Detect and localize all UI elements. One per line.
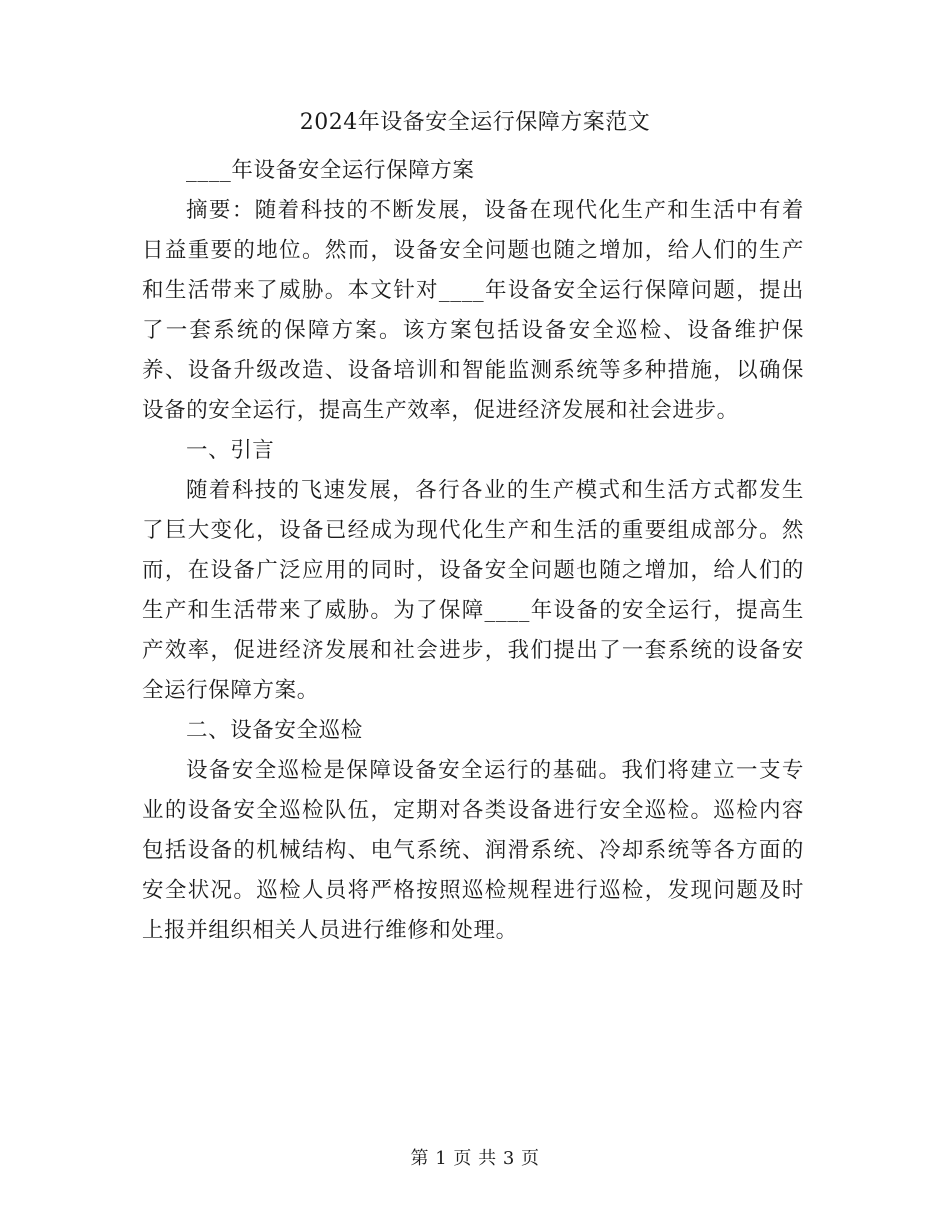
page-number-footer: 第 1 页 共 3 页 <box>410 1148 540 1169</box>
inspection-paragraph: 设备安全巡检是保障设备安全运行的基础。我们将建立一支专业的设备安全巡检队伍，定期对各类设备进行安全巡检。巡检内容包括设备的机械结构、电气系统、润滑系统、冷却系统等各方面的安全状况。巡检人员将严格按照巡检规程进行巡检，发现问题及时上报并组织相关人员进行维修和处理。 <box>142 758 804 943</box>
document-body <box>142 151 804 951</box>
section-heading-introduction: 一、引言 <box>186 438 275 463</box>
document-title: 2024年设备安全运行保障方案范文 <box>299 110 651 135</box>
introduction-paragraph: 随着科技的飞速发展，各行各业的生产模式和生活方式都发生了巨大变化，设备已经成为现代化生产和生活的重要组成部分。然而，在设备广泛应用的同时，设备安全问题也随之增加，给人们的生产和生活带来了威胁。为了保障____年设备的安全运行，提高生产效率，促进经济发展和社会进步，我们提出了一套系统的设备安全运行保障方案。 <box>142 478 804 703</box>
abstract-paragraph: 摘要：随着科技的不断发展，设备在现代化生产和生活中有着日益重要的地位。然而，设备安全问题也随之增加，给人们的生产和生活带来了威胁。本文针对____年设备安全运行保障问题，提出了一套系统的保障方案。该方案包括设备安全巡检、设备维护保养、设备升级改造、设备培训和智能监测系统等多种措施，以确保设备的安全运行，提高生产效率，促进经济发展和社会进步。 <box>142 198 804 423</box>
section-heading-inspection: 二、设备安全巡检 <box>186 718 363 743</box>
subtitle-paragraph: ____年设备安全运行保障方案 <box>186 158 475 183</box>
